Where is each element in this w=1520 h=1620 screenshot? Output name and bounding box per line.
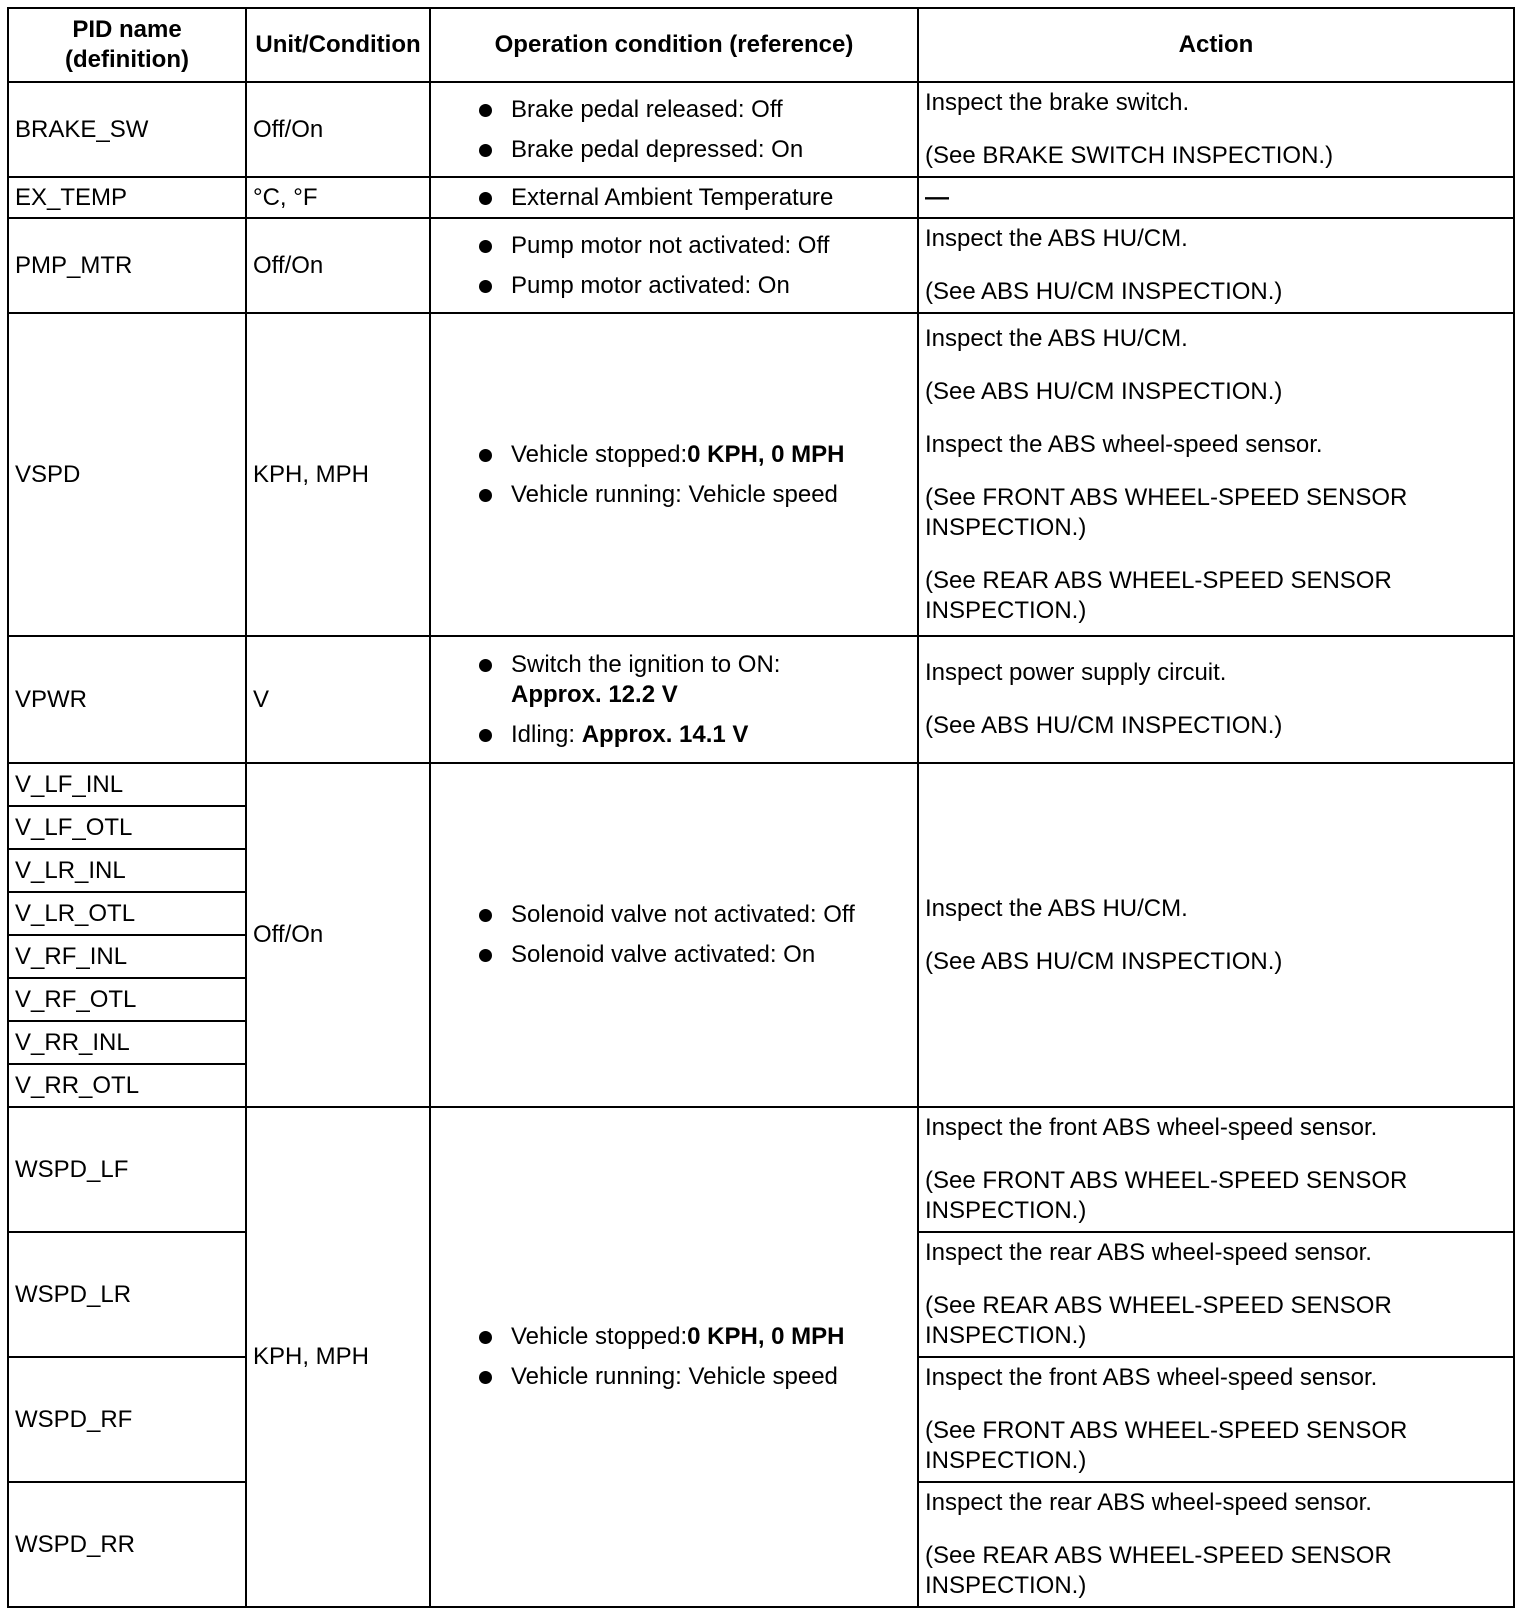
pid-cell: V_LF_OTL — [8, 806, 246, 849]
operation-cell — [430, 636, 918, 763]
table-row — [8, 763, 1514, 806]
pid-cell: V_RF_INL — [8, 935, 246, 978]
list-item: Vehicle stopped:0 KPH, 0 MPH — [477, 1322, 911, 1352]
list-item: Vehicle stopped:0 KPH, 0 MPH — [477, 440, 911, 470]
pid-cell: V_RR_INL — [8, 1021, 246, 1064]
unit-cell: Off/On — [246, 218, 430, 313]
pid-cell: V_LR_INL — [8, 849, 246, 892]
operation-cell — [430, 313, 918, 636]
list-item: Brake pedal depressed: On — [477, 135, 911, 165]
action-cell: Inspect the ABS HU/CM. (See ABS HU/CM INSPECTION.) — [918, 218, 1514, 313]
action-cell: Inspect the front ABS wheel-speed sensor. (See FRONT ABS WHEEL-SPEED SENSOR INSPECTION.) — [918, 1107, 1514, 1232]
action-cell: Inspect the ABS HU/CM. (See ABS HU/CM INSPECTION.) Inspect the ABS wheel-speed sensor. (See FRONT ABS WHEEL-SPEED SENSOR INSPECTION.) (See REAR ABS WHEEL-SPEED SENSOR INSPECTION.) — [918, 313, 1514, 636]
pid-cell: WSPD_RF — [8, 1357, 246, 1482]
action-cell: Inspect the front ABS wheel-speed sensor. (See FRONT ABS WHEEL-SPEED SENSOR INSPECTION.) — [918, 1357, 1514, 1482]
action-cell: Inspect the rear ABS wheel-speed sensor. (See REAR ABS WHEEL-SPEED SENSOR INSPECTION.) — [918, 1482, 1514, 1607]
table-row — [8, 177, 1514, 218]
table-row — [8, 313, 1514, 636]
table-row — [8, 82, 1514, 177]
operation-cell — [430, 218, 918, 313]
pid-cell: V_LF_INL — [8, 763, 246, 806]
list-item: Vehicle running: Vehicle speed — [477, 480, 911, 510]
unit-cell: KPH, MPH — [246, 313, 430, 636]
action-cell: — — [918, 177, 1514, 218]
operation-cell — [430, 1107, 918, 1607]
operation-cell — [430, 177, 918, 218]
list-item: Pump motor not activated: Off — [477, 231, 911, 261]
action-cell: Inspect the ABS HU/CM. (See ABS HU/CM INSPECTION.) — [918, 763, 1514, 1107]
list-item: Idling: Approx. 14.1 V — [477, 720, 911, 750]
pid-cell: V_LR_OTL — [8, 892, 246, 935]
unit-cell: V — [246, 636, 430, 763]
header-unit: Unit/Condition — [246, 8, 430, 82]
pid-table — [7, 7, 1515, 1608]
table-row — [8, 218, 1514, 313]
pid-cell: VSPD — [8, 313, 246, 636]
table-row — [8, 1107, 1514, 1232]
header-action: Action — [918, 8, 1514, 82]
unit-cell: Off/On — [246, 82, 430, 177]
list-item: Switch the ignition to ON: Approx. 12.2 V — [477, 650, 911, 710]
action-cell: Inspect power supply circuit. (See ABS HU/CM INSPECTION.) — [918, 636, 1514, 763]
list-item: Pump motor activated: On — [477, 271, 911, 301]
pid-cell: WSPD_LF — [8, 1107, 246, 1232]
pid-cell: PMP_MTR — [8, 218, 246, 313]
action-cell: Inspect the brake switch. (See BRAKE SWITCH INSPECTION.) — [918, 82, 1514, 177]
header-row — [8, 8, 1514, 82]
pid-cell: V_RR_OTL — [8, 1064, 246, 1107]
pid-cell: V_RF_OTL — [8, 978, 246, 1021]
pid-cell: BRAKE_SW — [8, 82, 246, 177]
list-item: Solenoid valve activated: On — [477, 940, 911, 970]
operation-cell — [430, 82, 918, 177]
list-item: Brake pedal released: Off — [477, 95, 911, 125]
operation-cell — [430, 763, 918, 1107]
list-item: Vehicle running: Vehicle speed — [477, 1362, 911, 1392]
header-pid: PID name (definition) — [8, 8, 246, 82]
unit-cell: Off/On — [246, 763, 430, 1107]
unit-cell: KPH, MPH — [246, 1107, 430, 1607]
unit-cell: °C, °F — [246, 177, 430, 218]
pid-cell: WSPD_LR — [8, 1232, 246, 1357]
table-row — [8, 636, 1514, 763]
list-item: External Ambient Temperature — [477, 183, 911, 213]
pid-cell: WSPD_RR — [8, 1482, 246, 1607]
pid-cell: VPWR — [8, 636, 246, 763]
list-item: Solenoid valve not activated: Off — [477, 900, 911, 930]
action-cell: Inspect the rear ABS wheel-speed sensor. (See REAR ABS WHEEL-SPEED SENSOR INSPECTION.) — [918, 1232, 1514, 1357]
pid-cell: EX_TEMP — [8, 177, 246, 218]
header-operation: Operation condition (reference) — [430, 8, 918, 82]
